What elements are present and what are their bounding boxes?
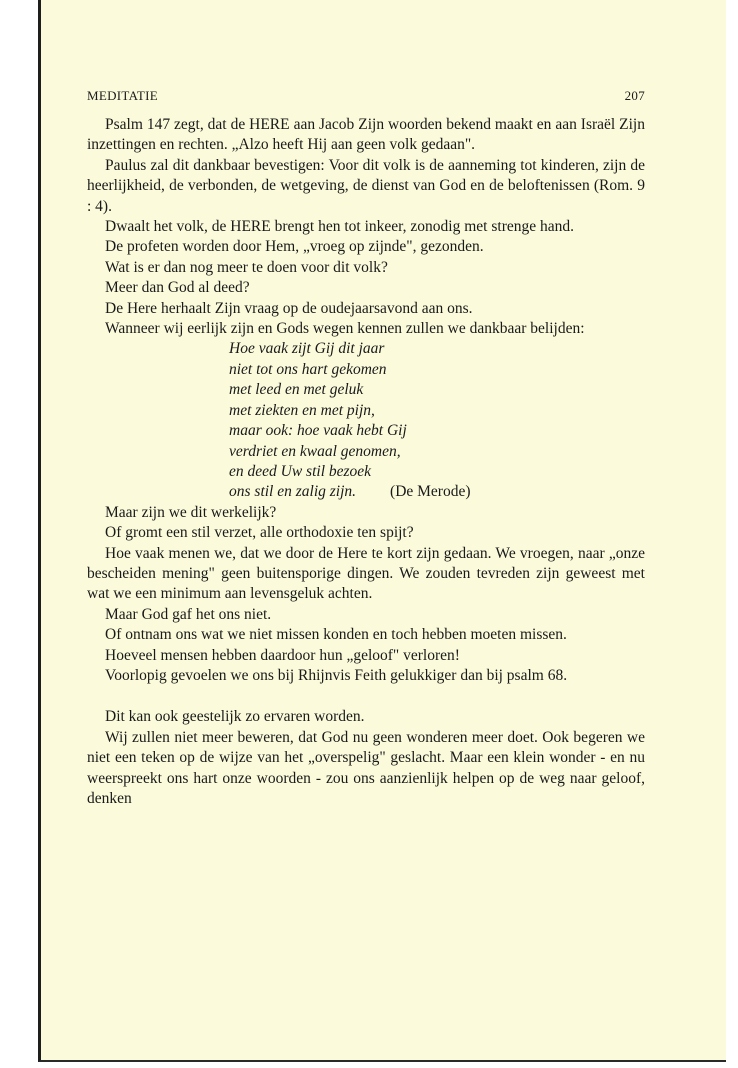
paragraph: Wat is er dan nog meer te doen voor dit volk? [105,258,388,276]
book-page [38,0,726,1062]
paragraph: Maar zijn we dit werkelijk? [105,503,277,521]
paragraph: Meer dan God al deed? [105,279,250,297]
body-text [87,115,645,809]
paragraph: De Here herhaalt Zijn vraag op de oudejaarsavond aan ons. [105,299,473,317]
running-title: MEDITATIE [87,88,158,103]
paragraph: Maar God gaf het ons niet. [105,605,272,623]
paragraph: Psalm 147 zegt, dat de HERE aan Jacob Zijn woorden bekend maakt en aan Israël Zijn inzettingen en rechten. „Alzo heeft Hij aan geen volk gedaan". [87,116,645,154]
section-gap [87,686,645,707]
poem-line: verdriet en kwaal genomen, [229,442,401,460]
poem-line: ons stil en zalig zijn. [229,483,357,501]
paragraph: Paulus zal dit dankbaar bevestigen: Voor dit volk is de aanneming tot kinderen, zijn de heerlijkheid, de verbonden, de wetgeving, de dienst van God en de beloftenissen (Rom. 9 : 4). [87,156,645,215]
page-number: 207 [624,88,645,103]
poem-line: met leed en met geluk [229,381,364,399]
paragraph: Wanneer wij eerlijk zijn en Gods wegen kennen zullen we dankbaar belijden: [105,320,585,338]
paragraph: Dwaalt het volk, de HERE brengt hen tot inkeer, zonodig met strenge hand. [105,218,574,236]
poem-line: maar ook: hoe vaak hebt Gij [229,422,407,440]
paragraph: Dit kan ook geestelijk zo ervaren worden. [105,708,365,726]
paragraph: De profeten worden door Hem, „vroeg op zijnde", gezonden. [105,238,484,256]
poem-quote [229,339,645,502]
paragraph: Wij zullen niet meer beweren, dat God nu geen wonderen meer doet. Ook begeren we niet een teken op de wijze van het „overspelig" geslacht. Maar een klein wonder - en nu weerspreekt ons hart onze woorden - zou ons aanzienlijk helpen op de weg naar geloof, denken [87,728,645,807]
poem-attribution: (De Merode) [390,483,471,501]
poem-line: niet tot ons hart gekomen [229,360,387,378]
poem-line: en deed Uw stil bezoek [229,462,372,480]
paragraph: Of gromt een stil verzet, alle orthodoxie ten spijt? [105,524,414,542]
poem-line: met ziekten en met pijn, [229,401,375,419]
paragraph: Of ontnam ons wat we niet missen konden en toch hebben moeten missen. [105,626,567,644]
paragraph: Hoe vaak menen we, dat we door de Here te kort zijn gedaan. We vroegen, naar „onze bescheiden mening" geen buitensporige dingen. We zouden tevreden zijn geweest met wat we een minimum aan levensgeluk achten. [87,544,645,603]
paragraph: Voorlopig gevoelen we ons bij Rhijnvis Feith gelukkiger dan bij psalm 68. [105,666,568,684]
poem-last-line [229,482,645,502]
poem-line: Hoe vaak zijt Gij dit jaar [229,340,385,358]
paragraph: Hoeveel mensen hebben daardoor hun „geloof" verloren! [105,646,460,664]
